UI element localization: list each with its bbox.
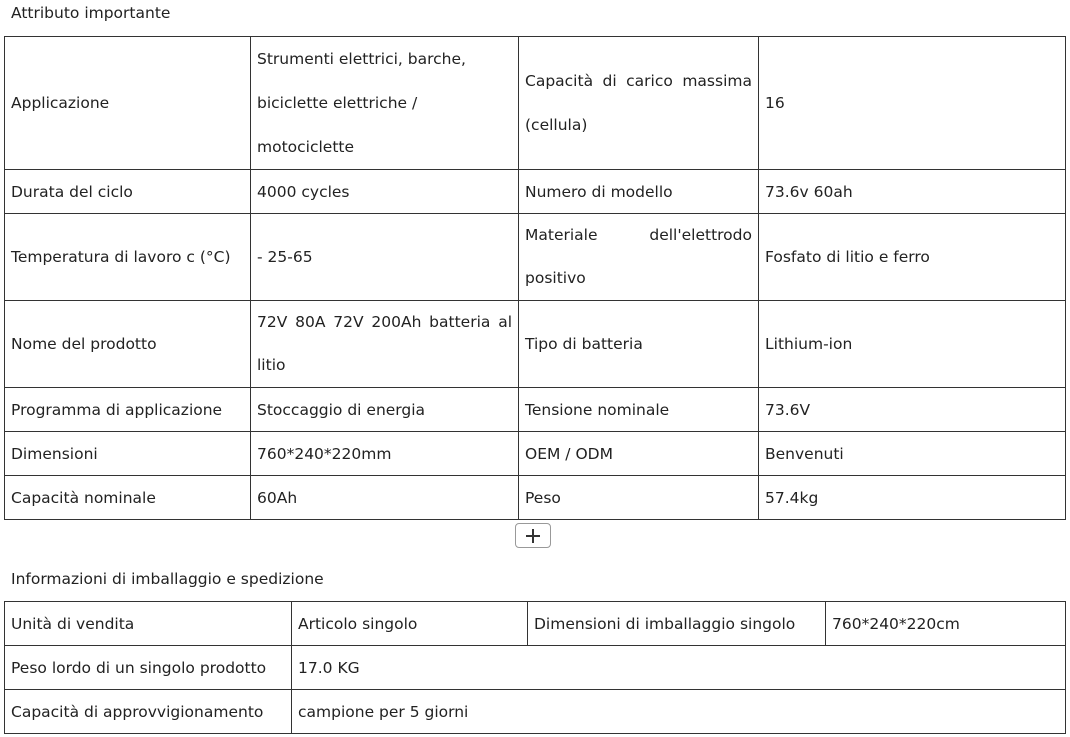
table-row [5, 301, 1066, 388]
table-row [5, 690, 1066, 734]
shipping-label: Dimensioni di imballaggio singolo [528, 602, 826, 646]
attribute-label: Dimensioni [5, 432, 251, 476]
attribute-label: Nome del prodotto [5, 301, 251, 388]
shipping-value: Articolo singolo [292, 602, 528, 646]
table-row [5, 602, 1066, 646]
attribute-label: Materiale dell'elettrodo positivo [519, 214, 759, 301]
shipping-value: campione per 5 giorni [292, 690, 1066, 734]
attribute-label: Applicazione [5, 37, 251, 170]
attribute-label: Capacità nominale [5, 476, 251, 520]
attribute-label: OEM / ODM [519, 432, 759, 476]
attribute-value: 16 [759, 37, 1066, 170]
plus-icon [526, 529, 540, 543]
table-row [5, 646, 1066, 690]
expand-button[interactable] [515, 523, 551, 548]
table-row [5, 476, 1066, 520]
attribute-value: 73.6V [759, 388, 1066, 432]
attribute-value: 57.4kg [759, 476, 1066, 520]
attribute-label: Tipo di batteria [519, 301, 759, 388]
table-row [5, 170, 1066, 214]
table-row [5, 214, 1066, 301]
attribute-label: Programma di applicazione [5, 388, 251, 432]
attribute-value: Stoccaggio di energia [251, 388, 519, 432]
attribute-value: 72V 80A 72V 200Ah batteria al litio [251, 301, 519, 388]
attribute-value: 60Ah [251, 476, 519, 520]
attribute-label: Capacità di carico massima (cellula) [519, 37, 759, 170]
table-row [5, 37, 1066, 170]
attribute-label: Tensione nominale [519, 388, 759, 432]
attribute-value: - 25-65 [251, 214, 519, 301]
attributes-table [4, 36, 1066, 520]
attribute-value: 4000 cycles [251, 170, 519, 214]
shipping-label: Capacità di approvvigionamento [5, 690, 292, 734]
table-row [5, 432, 1066, 476]
section-title-shipping: Informazioni di imballaggio e spedizione [11, 570, 324, 588]
table-row [5, 388, 1066, 432]
shipping-value: 17.0 KG [292, 646, 1066, 690]
attribute-value: 73.6v 60ah [759, 170, 1066, 214]
attribute-value: 760*240*220mm [251, 432, 519, 476]
attribute-label: Peso [519, 476, 759, 520]
attribute-label: Durata del ciclo [5, 170, 251, 214]
shipping-label: Unità di vendita [5, 602, 292, 646]
shipping-table [4, 601, 1066, 734]
attribute-label: Numero di modello [519, 170, 759, 214]
shipping-label: Peso lordo di un singolo prodotto [5, 646, 292, 690]
attribute-label: Temperatura di lavoro c (°C) [5, 214, 251, 301]
section-title-attributes: Attributo importante [11, 4, 171, 22]
attribute-value: Fosfato di litio e ferro [759, 214, 1066, 301]
attribute-value: Strumenti elettrici, barche, biciclette elettriche / motociclette [251, 37, 519, 170]
attribute-value: Benvenuti [759, 432, 1066, 476]
attribute-value: Lithium-ion [759, 301, 1066, 388]
shipping-value: 760*240*220cm [826, 602, 1066, 646]
